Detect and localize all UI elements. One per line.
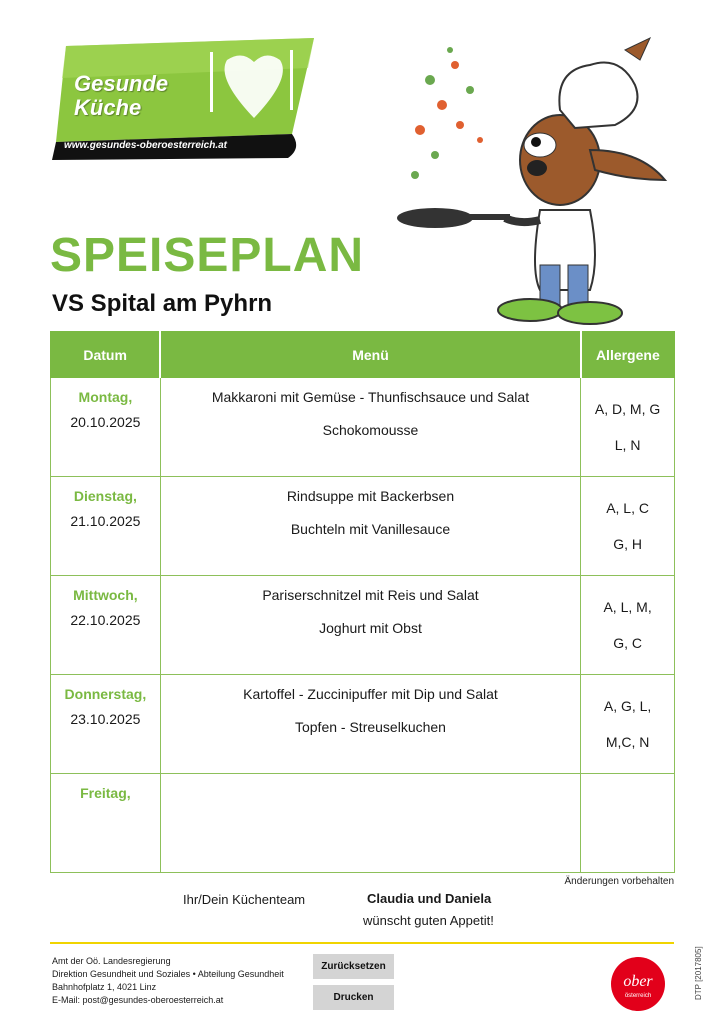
print-button[interactable]: Drucken <box>313 985 394 1010</box>
allergen-codes[interactable]: A, G, L, M,C, N <box>603 698 652 750</box>
date-cell <box>51 477 161 576</box>
menu-cell[interactable] <box>160 477 580 576</box>
allergen-cell[interactable] <box>581 774 675 873</box>
main-dish[interactable]: Rindsuppe mit Backerbsen <box>286 488 455 504</box>
header-menu: Menü <box>160 332 580 378</box>
svg-text:österreich: österreich <box>624 993 652 999</box>
kitchen-team-label: Ihr/Dein Küchenteam <box>183 892 306 907</box>
main-dish[interactable]: Kartoffel - Zuccinipuffer mit Dip und Salat <box>243 686 498 702</box>
table-header-row <box>51 332 675 378</box>
day-name: Montag, <box>78 389 133 405</box>
day-date: 20.10.2025 <box>70 414 141 430</box>
footer-line-2: Direktion Gesundheit und Soziales • Abteilung Gesundheit <box>52 969 284 979</box>
oberoesterreich-logo <box>608 956 668 1012</box>
table-row <box>51 477 675 576</box>
logo-title: Gesunde Küche <box>74 71 169 120</box>
allergen-cell[interactable] <box>581 477 675 576</box>
day-name: Freitag, <box>80 785 131 801</box>
date-cell <box>51 378 161 477</box>
menu-table <box>50 331 675 873</box>
header-allergene: Allergene <box>581 332 675 378</box>
menu-cell[interactable] <box>160 378 580 477</box>
changes-note: Änderungen vorbehalten <box>564 876 674 887</box>
dtp-code: DTP [2017805] <box>694 946 703 1000</box>
day-name: Mittwoch, <box>73 587 138 603</box>
dessert[interactable]: Joghurt mit Obst <box>319 620 422 636</box>
page-title: SPEISEPLAN <box>50 229 365 282</box>
day-date: 23.10.2025 <box>70 711 141 727</box>
allergen-cell[interactable] <box>581 675 675 774</box>
main-dish[interactable]: Makkaroni mit Gemüse - Thunfischsauce und Salat <box>211 389 530 405</box>
flying-vegetables-icon <box>411 47 483 179</box>
footer-divider <box>50 942 674 944</box>
allergen-codes[interactable]: A, L, M, G, C <box>603 599 652 651</box>
footer-line-1: Amt der Oö. Landesregierung <box>52 956 171 966</box>
date-cell <box>51 675 161 774</box>
dessert[interactable]: Topfen - Streuselkuchen <box>294 719 446 735</box>
dessert[interactable]: Buchteln mit Vanillesauce <box>290 521 451 537</box>
date-cell <box>51 774 161 873</box>
table-row <box>51 378 675 477</box>
allergen-cell[interactable] <box>581 576 675 675</box>
day-name: Dienstag, <box>73 488 137 504</box>
dessert[interactable]: Schokomousse <box>322 422 419 438</box>
table-row <box>51 675 675 774</box>
cook-names[interactable]: Claudia und Daniela <box>367 891 492 906</box>
date-cell <box>51 576 161 675</box>
allergen-codes[interactable]: A, L, C G, H <box>606 500 649 552</box>
table-row <box>51 774 675 873</box>
logo-url: www.gesundes-oberoesterreich.at <box>64 140 228 151</box>
allergen-cell[interactable] <box>581 378 675 477</box>
menu-cell[interactable] <box>160 675 580 774</box>
day-date: 21.10.2025 <box>70 513 141 529</box>
main-dish[interactable]: Pariserschnitzel mit Reis und Salat <box>262 587 479 603</box>
table-row <box>51 576 675 675</box>
gesunde-kueche-logo <box>52 38 318 160</box>
footer-line-4: E-Mail: post@gesundes-oberoesterreich.at <box>52 995 224 1005</box>
bon-appetit-text: wünscht guten Appetit! <box>363 913 494 928</box>
chef-rabbit-illustration <box>390 30 710 340</box>
reset-button[interactable]: Zurücksetzen <box>313 954 394 979</box>
menu-cell[interactable] <box>160 774 580 873</box>
day-name: Donnerstag, <box>64 686 147 702</box>
footer-line-3: Bahnhofplatz 1, 4021 Linz <box>52 982 157 992</box>
svg-text:ober: ober <box>623 973 653 990</box>
school-name: VS Spital am Pyhrn <box>52 290 273 317</box>
menu-cell[interactable] <box>160 576 580 675</box>
allergen-codes[interactable]: A, D, M, G L, N <box>594 401 661 453</box>
footer-address <box>52 955 284 1007</box>
header-datum: Datum <box>51 332 161 378</box>
day-date: 22.10.2025 <box>70 612 141 628</box>
